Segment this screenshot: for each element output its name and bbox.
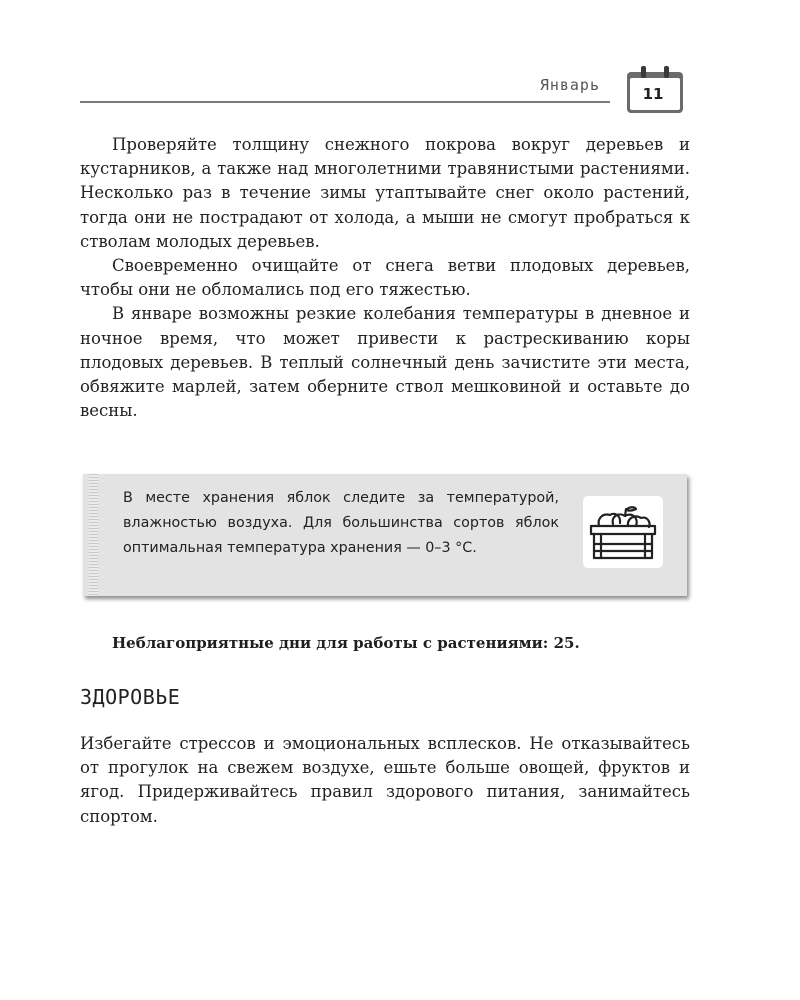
health-text-block bbox=[80, 732, 690, 829]
header-rule bbox=[80, 101, 610, 103]
paragraph: Избегайте стрессов и эмоциональных всплесков. Не отказывайтесь от прогулок на свежем воздухе, ешьте больше овощей, фруктов и ягод. Придерживайтесь правил здорового питания, занимайтесь спортом. bbox=[80, 734, 690, 826]
tip-text: В месте хранения яблок следите за температурой, влажностью воздуха. Для большинства сортов яблок оптимальная температура хранения — 0–3 °С. bbox=[123, 490, 559, 556]
tip-box bbox=[83, 474, 687, 596]
paragraph: Проверяйте толщину снежного покрова вокруг деревьев и кустарников, а также над многолетними травянистыми растениями. Несколько раз в течение зимы утаптывайте снег около растений, тогда они не пострадают от холода, а мыши не смогут пробраться к стволам молодых деревьев. bbox=[80, 135, 690, 251]
running-header-month: Январь bbox=[539, 76, 600, 94]
apple-crate-icon bbox=[583, 496, 663, 568]
calendar-page-badge bbox=[624, 66, 686, 116]
tip-box-strip bbox=[89, 474, 98, 596]
paragraph: Своевременно очищайте от снега ветви плодовых деревьев, чтобы они не обломались под его тяжестью. bbox=[80, 256, 690, 300]
paragraph: В январе возможны резкие колебания температуры в дневное и ночное время, что может привести к растрескиванию коры плодовых деревьев. В теплый солнечный день зачистите эти места, обвяжите марлей, затем оберните ствол мешковиной и оставьте до весны. bbox=[80, 304, 690, 421]
body-text bbox=[80, 133, 690, 423]
section-heading-health: ЗДОРОВЬЕ bbox=[80, 685, 181, 709]
page-number: 11 bbox=[642, 85, 664, 103]
unfavorable-days-note: Неблагоприятные дни для работы с растениями: 25. bbox=[112, 634, 580, 652]
